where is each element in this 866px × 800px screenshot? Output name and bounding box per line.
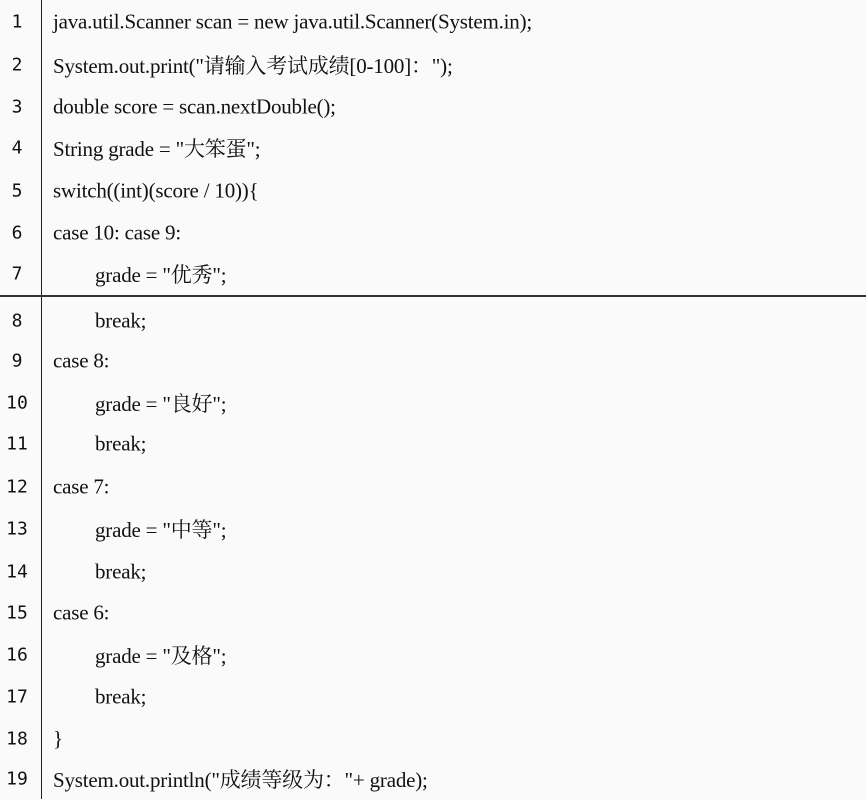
line-code: grade = "优秀"; (95, 263, 227, 287)
code-line (0, 44, 866, 86)
line-code: } (53, 726, 63, 751)
line-code: double score = scan.nextDouble(); (53, 94, 336, 119)
code-line (0, 551, 866, 593)
line-number: 14 (6, 561, 28, 583)
line-number: 3 (11, 96, 23, 118)
line-code: case 8: (53, 348, 110, 373)
code-line (0, 508, 866, 550)
line-number: 15 (6, 602, 28, 624)
line-number: 18 (6, 728, 28, 750)
line-number: 13 (6, 518, 28, 540)
code-line (0, 758, 866, 800)
line-number: 10 (6, 392, 28, 414)
code-line (0, 676, 866, 718)
code-line (0, 300, 866, 342)
code-line (0, 86, 866, 128)
line-code: break; (95, 431, 147, 456)
line-code: case 7: (53, 474, 110, 499)
line-code: System.out.print("请输入考试成绩[0-100]："); (53, 54, 453, 78)
line-number: 19 (6, 768, 28, 790)
line-code: grade = "中等"; (95, 518, 227, 542)
line-number: 12 (6, 476, 28, 498)
line-code: grade = "及格"; (95, 644, 227, 668)
code-line (0, 1, 866, 43)
code-line (0, 634, 866, 676)
code-line (0, 127, 866, 169)
line-number: 1 (11, 11, 23, 33)
line-number: 8 (11, 310, 23, 332)
line-code: case 10: case 9: (53, 220, 181, 245)
line-number: 9 (11, 350, 23, 372)
line-code: switch((int)(score / 10)){ (53, 178, 259, 203)
code-line (0, 592, 866, 634)
line-code: case 6: (53, 600, 110, 625)
line-number: 16 (6, 644, 28, 666)
code-line (0, 170, 866, 212)
code-line (0, 382, 866, 424)
line-code: String grade = "大笨蛋"; (53, 137, 261, 161)
code-line (0, 423, 866, 465)
line-code: break; (95, 684, 147, 709)
line-code: java.util.Scanner scan = new java.util.Scanner(System.in); (53, 9, 533, 34)
page-break-divider (0, 295, 866, 297)
code-line (0, 466, 866, 508)
line-number: 17 (6, 686, 28, 708)
line-code: break; (95, 559, 147, 584)
line-number: 7 (11, 263, 23, 285)
line-number: 6 (11, 222, 23, 244)
line-code: System.out.println("成绩等级为："+ grade); (53, 768, 428, 792)
line-number: 11 (6, 433, 28, 455)
code-line (0, 253, 866, 295)
code-line (0, 718, 866, 760)
line-number: 5 (11, 180, 23, 202)
line-code: grade = "良好"; (95, 392, 227, 416)
code-line (0, 212, 866, 254)
line-number: 2 (11, 54, 23, 76)
line-code: break; (95, 308, 147, 333)
code-line (0, 340, 866, 382)
line-number: 4 (11, 137, 23, 159)
